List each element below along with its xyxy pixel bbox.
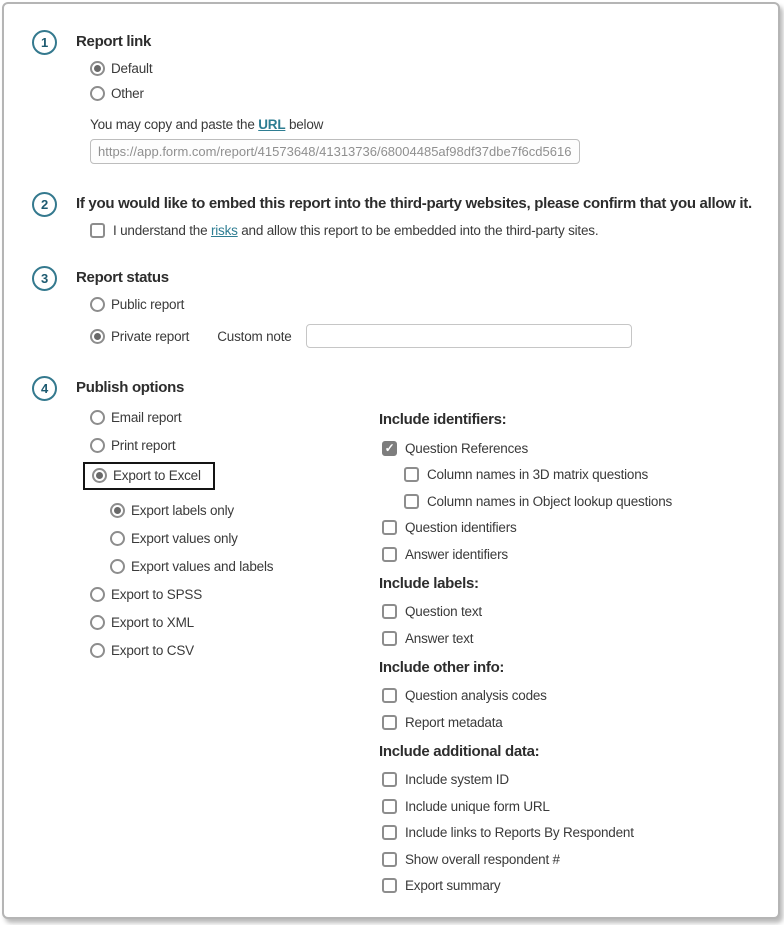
checkbox-include-unique-form-url-label: Include unique form URL [405,798,550,814]
checkbox-answer-text[interactable] [382,631,397,646]
step-1-badge: 1 [32,30,57,55]
embed-consent-text [113,223,598,238]
radio-row-export-values-only [76,531,379,546]
radio-export-values-and-labels-label: Export values and labels [131,559,274,574]
checkbox-answer-identifiers[interactable] [382,547,397,562]
radio-export-csv-label: Export to CSV [111,643,194,658]
cb-row-show-overall-respondent [379,852,754,867]
url-hint-text [76,117,754,132]
checkbox-question-identifiers-label: Question identifiers [405,520,517,535]
radio-row-private-report [76,324,754,348]
group-heading-include-additional-data: Include additional data: [379,742,540,760]
radio-export-spss-label: Export to SPSS [111,587,202,602]
section-embed-confirm [32,191,754,238]
cb-row-answer-identifiers [379,547,754,562]
radio-row-email-report [76,410,379,425]
checkbox-include-system-id[interactable] [382,772,397,787]
url-link[interactable]: URL [258,117,286,132]
radio-export-values-only[interactable] [110,531,125,546]
checkbox-show-overall-respondent[interactable] [382,852,397,867]
checkbox-question-text-label: Question text [405,604,482,619]
checkbox-show-overall-respondent-label: Show overall respondent # [405,851,560,867]
section-report-link [32,29,754,164]
checkbox-column-names-3d-matrix-label: Column names in 3D matrix questions [427,467,649,482]
radio-private-report-label: Private report [111,328,190,344]
radio-export-values-and-labels[interactable] [110,559,125,574]
cb-row-question-identifiers [379,520,754,535]
section-publish-options [32,375,754,893]
risks-link[interactable]: risks [210,223,238,238]
radio-export-spss[interactable] [90,587,105,602]
checkbox-question-text[interactable] [382,604,397,619]
checkbox-export-summary[interactable] [382,878,397,893]
section-title-embed: If you would like to embed this report into the third-party websites, please confirm that you allow it. [76,195,752,212]
radio-public-report-label: Public report [111,297,185,312]
radio-email-report-label: Email report [111,410,182,425]
report-url-input[interactable] [90,139,580,164]
embed-consent-prefix: I understand the [113,223,211,238]
checkbox-include-links-reports-by-respondent[interactable] [382,825,397,840]
radio-other-label: Other [111,86,144,101]
radio-row-export-xml [76,615,379,630]
checkbox-include-links-reports-by-respondent-label: Include links to Reports By Respondent [405,825,634,840]
radio-export-xml-label: Export to XML [111,615,194,630]
report-settings-page [2,2,780,919]
step-3-badge: 3 [32,266,57,291]
publish-options-left-column [76,397,379,658]
checkbox-question-references-label: Question References [405,440,529,456]
custom-note-input[interactable] [306,324,632,348]
radio-email-report[interactable] [90,410,105,425]
cb-row-answer-text [379,631,754,646]
radio-print-report-label: Print report [111,438,176,453]
checkbox-column-names-object-lookup[interactable] [404,494,419,509]
radio-public-report[interactable] [90,297,105,312]
checkbox-question-references[interactable] [382,441,397,456]
radio-private-report[interactable] [90,329,105,344]
section-title-report-link: Report link [76,33,152,50]
step-4-badge: 4 [32,376,57,401]
embed-consent-suffix: and allow this report to be embedded into the third-party sites. [237,223,599,238]
section-report-status [32,265,754,348]
cb-row-question-references [379,441,754,456]
checkbox-answer-identifiers-label: Answer identifiers [405,546,508,562]
radio-row-export-excel [90,468,201,483]
checkbox-export-summary-label: Export summary [405,878,501,893]
radio-row-export-values-and-labels [76,559,379,574]
cb-row-include-links-reports-by-respondent [379,825,754,840]
checkbox-column-names-3d-matrix[interactable] [404,467,419,482]
embed-consent-checkbox[interactable] [90,223,105,238]
checkbox-answer-text-label: Answer text [405,630,474,646]
radio-export-excel-label: Export to Excel [113,468,201,483]
group-heading-include-other-info: Include other info: [379,658,505,676]
radio-export-xml[interactable] [90,615,105,630]
radio-export-labels-only[interactable] [110,503,125,518]
checkbox-question-analysis-codes[interactable] [382,688,397,703]
cb-row-column-names-object-lookup [379,494,754,509]
checkbox-include-system-id-label: Include system ID [405,772,509,787]
cb-row-column-names-3d-matrix [379,467,754,482]
cb-row-export-summary [379,878,754,893]
radio-export-values-only-label: Export values only [131,531,238,546]
export-to-excel-highlight-box [83,462,215,490]
cb-row-question-analysis-codes [379,688,754,703]
radio-default[interactable] [90,61,105,76]
section-title-publish-options: Publish options [76,379,184,396]
radio-row-export-csv [76,643,379,658]
radio-row-export-labels-only [76,503,379,518]
radio-export-csv[interactable] [90,643,105,658]
url-hint-suffix: below [285,117,324,132]
checkbox-report-metadata-label: Report metadata [405,714,503,730]
radio-row-default [76,61,754,76]
custom-note-label: Custom note [217,328,292,344]
checkbox-question-analysis-codes-label: Question analysis codes [405,688,547,703]
radio-row-print-report [76,438,379,453]
cb-row-report-metadata [379,715,754,730]
checkbox-column-names-object-lookup-label: Column names in Object lookup questions [427,493,673,509]
publish-options-right-column [379,397,754,893]
checkbox-report-metadata[interactable] [382,715,397,730]
cb-row-include-unique-form-url [379,799,754,814]
embed-consent-row [76,223,754,238]
cb-row-include-system-id [379,772,754,787]
cb-row-question-text [379,604,754,619]
radio-print-report[interactable] [90,438,105,453]
radio-row-export-spss [76,587,379,602]
radio-export-labels-only-label: Export labels only [131,503,234,518]
radio-other[interactable] [90,86,105,101]
section-title-report-status: Report status [76,269,169,286]
checkbox-question-identifiers[interactable] [382,520,397,535]
radio-default-label: Default [111,61,153,76]
radio-row-other [76,86,754,101]
checkbox-include-unique-form-url[interactable] [382,799,397,814]
radio-export-excel[interactable] [92,468,107,483]
radio-row-public-report [76,297,754,312]
group-heading-include-identifiers: Include identifiers: [379,411,507,428]
group-heading-include-labels: Include labels: [379,574,479,592]
step-2-badge: 2 [32,192,57,217]
url-hint-prefix: You may copy and paste the [90,117,259,132]
